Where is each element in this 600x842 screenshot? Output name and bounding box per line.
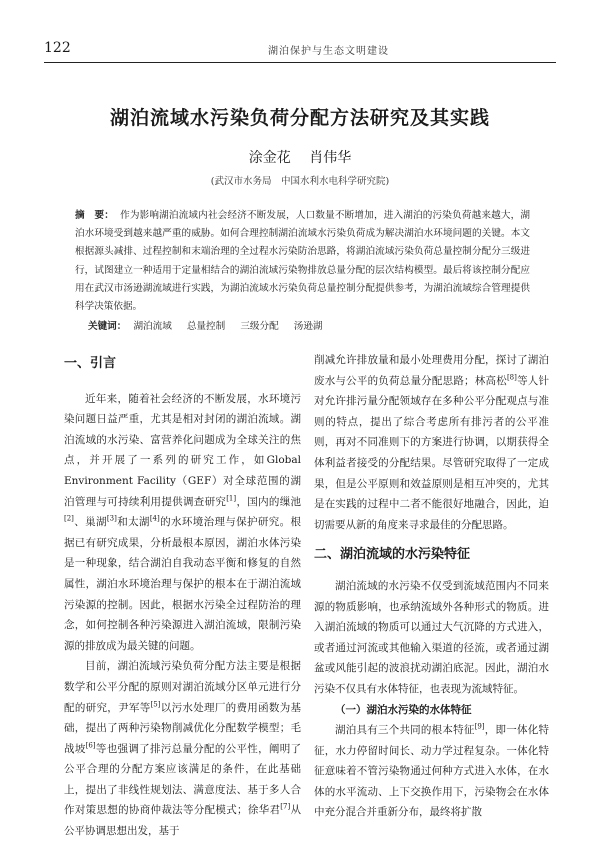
running-header bbox=[44, 36, 556, 58]
journal-title: 湖泊保护与生态文明建设 bbox=[268, 46, 389, 57]
left-column bbox=[64, 350, 301, 842]
paragraph: 湖泊具有三个共同的根本特征[9]，即一体化特征，水力停留时间长、动力学过程复杂。一体化特征意味着不管污染物通过何种方式进入水体，在水体的水平流动、上下交换作用下，污染物会在水体中充分混合并重新分布，最终将扩散 bbox=[314, 722, 550, 819]
author-2: 肖伟华 bbox=[309, 150, 352, 166]
authors bbox=[0, 147, 600, 167]
right-column bbox=[314, 350, 549, 823]
subsection-heading: （一）湖泊水污染的水体特征 bbox=[335, 703, 472, 716]
section-heading-2: 二、湖泊流域的水污染特征 bbox=[314, 547, 471, 563]
keywords-label: 关键词： bbox=[88, 321, 127, 332]
keyword: 三级分配 bbox=[240, 321, 279, 332]
paragraph: 目前，湖泊流域污染负荷分配方法主要是根据数学和公平分配的原则对湖泊流域分区单元进行分配的研究，尹军等[5]以污水处理厂的费用函数为基础，提出了两种污染物削减优化分配数学模型；毛战坡[6]等也强调了排污总量分配的公平性，阐明了公平合理的分配方案应该满足的条件，在此基础上，提出了非线性规划法、满意度法、基于多人合作对策思想的协商仲裁法等分配模式；徐华君[7]从公平协调思想出发，基于 bbox=[64, 660, 302, 838]
affiliation: (武汉市水务局 中国水利水电科学研究院) bbox=[210, 176, 390, 187]
keyword: 总量控制 bbox=[186, 321, 226, 332]
header-rule bbox=[44, 62, 556, 63]
abstract bbox=[75, 207, 530, 316]
paragraph: 湖泊流域的水污染不仅受到流域范围内不同来源的物质影响，也承纳流域外各种形式的物质。进入湖泊流域的物质可以通过大气沉降的方式进入，或者通过河流或其他输入渠道的径流，或者通过湖盆或风能引起的波浪扰动湖泊底泥。因此，湖泊水污染不仅具有水体特征，也表现为流域特征。 bbox=[314, 579, 549, 695]
keyword: 湖泊流域 bbox=[133, 321, 172, 332]
article-title: 湖泊流域水污染负荷分配方法研究及其实践 bbox=[109, 107, 490, 129]
abstract-label: 摘 要： bbox=[75, 210, 115, 221]
author-1: 涂金花 bbox=[248, 150, 291, 166]
paragraph: 近年来，随着社会经济的不断发展，水环境污染问题日益严重，尤其是相对封闭的湖泊流域。湖泊流域的水污染、富营养化问题成为全球关注的焦点，并开展了一系列的研究工作，如Global Environment Facility（GEF）对全球范围的湖泊管理与可持续利用提供调查研究[1]，国内的缫池[2]、巢湖[3]和太湖[4]的水环境治理与保护研究。根据已有研究成果，分析最根本原因，湖泊水体污染是一种现象，结合湖泊自我动态平衡和修复的自然属性，湖泊水环境治理与保护的根本在于湖泊流域污染源的控制。因此，根据水污染全过程防治的理念，如何控制各种污染源进入湖泊流域，限制污染源的排放成为最关键的问题。 bbox=[64, 392, 302, 652]
abstract-text: 作为影响湖泊流域内社会经济不断发展，人口数量不断增加，进入湖泊的污染负荷越来越大，湖泊水环境受到越来越严重的威胁。如何合理控制湖泊流域水污染负荷成为解决湖泊水环境问题的关键。本文根据源头减排、过程控制和末端治理的全过程水污染防治思路，将湖泊流域污染负荷总量控制分配分三级进行，试图建立一种适用于定量相结合的湖泊流域污染物排放总量分配的层次结构模型。最后将该控制分配应用在武汉市汤逊湖流域进行实践，为湖泊流域水污染负荷总量控制分配提供参考，为湖泊流域综合管理提供科学决策依据。 bbox=[75, 210, 531, 313]
page-number: 122 bbox=[44, 40, 71, 56]
section-heading-intro: 一、引言 bbox=[64, 356, 117, 371]
paragraph: 削减允许排放量和最小处理费用分配，探讨了湖泊废水与公平的负荷总量分配思路；林高松[8]等人针对允许排污量分配领域存在多种公平分配观点与准则的特点，提出了综合考虑所有排污者的公平准则，再对不同准则下的方案进行协调，以期获得全体利益者接受的分配结果。尽管研究取得了一定成果，但是公平原则和效益原则是相互冲突的，尤其是在实践的过程中二者不能很好地融合，因此，迫切需要从新的角度来寻求最佳的分配思路。 bbox=[314, 354, 550, 531]
keywords bbox=[88, 318, 528, 332]
keyword: 汤逊湖 bbox=[293, 321, 323, 332]
